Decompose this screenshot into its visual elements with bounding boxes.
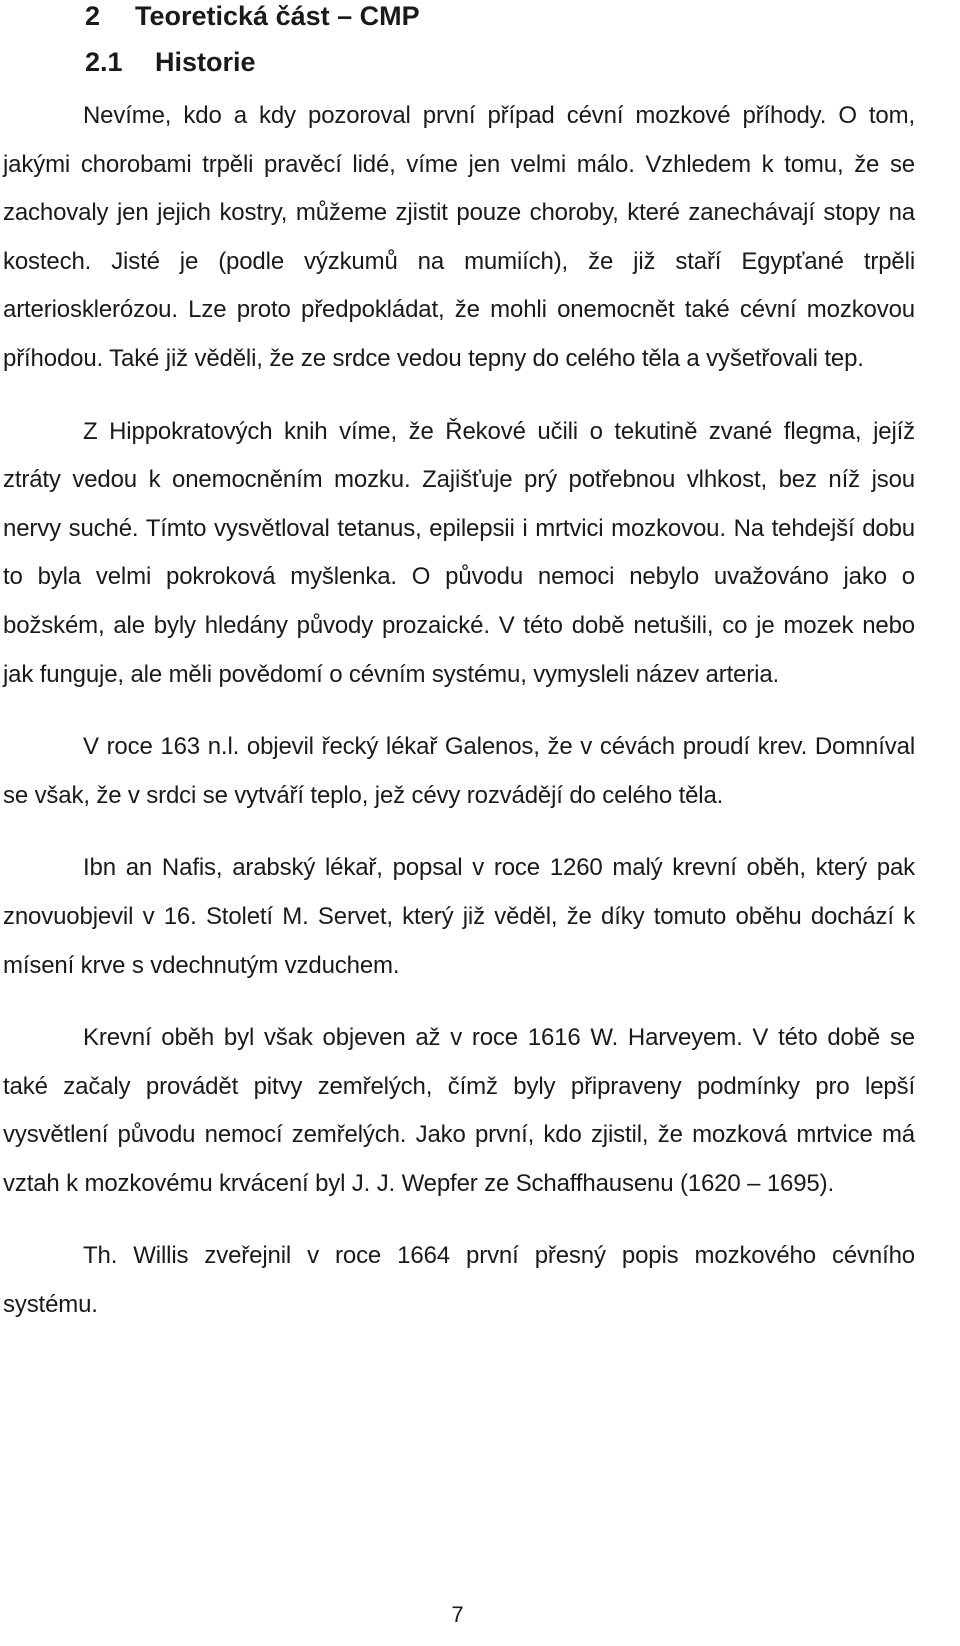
section-title: Historie	[155, 47, 256, 77]
section-number: 2.1	[85, 47, 123, 77]
paragraph-3: V roce 163 n.l. objevil řecký lékař Galenos, že v cévách proudí krev. Domníval se však, že v srdci se vytváří teplo, jež cévy rozvádějí do celého těla.	[3, 733, 915, 809]
chapter-number: 2	[85, 1, 101, 31]
chapter-heading	[3, 0, 915, 40]
section-heading	[3, 40, 915, 92]
paragraph-4: Ibn an Nafis, arabský lékař, popsal v roce 1260 malý krevní oběh, který pak znovuobjevil v 16. Století M. Servet, který již věděl, že díky tomuto oběhu dochází k mísení krve s vdechnutým vzduchem.	[3, 854, 915, 979]
chapter-title: Teoretická část – CMP	[135, 1, 420, 31]
paragraph-2: Z Hippokratových knih víme, že Řekové učili o tekutině zvané flegma, jejíž ztráty vedou k onemocněním mozku. Zajišťuje prý potřebnou vlhkost, bez níž jsou nervy suché. Tímto vysvětloval tetanus, epilepsii i mrtvici mozkovou. Na tehdejší dobu to byla velmi pokroková myšlenka. O původu nemoci nebylo uvažováno jako o božském, ale byly hledány původy prozaické. V této době netušili, co je mozek nebo jak funguje, ale měli povědomí o cévním systému, vymysleli název arteria.	[3, 417, 915, 688]
paragraph-5: Krevní oběh byl však objeven až v roce 1616 W. Harveyem. V této době se také začaly provádět pitvy zemřelých, čímž byly připraveny podmínky pro lepší vysvětlení původu nemocí zemřelých. Jako první, kdo zjistil, že mozková mrtvice má vztah k mozkovému krvácení byl J. J. Wepfer ze Schaffhausenu (1620 – 1695).	[3, 1024, 915, 1197]
paragraph-6: Th. Willis zveřejnil v roce 1664 první přesný popis mozkového cévního systému.	[3, 1242, 915, 1319]
document-page	[3, 0, 915, 1330]
page-number: 7	[451, 1602, 464, 1627]
paragraph-1: Nevíme, kdo a kdy pozoroval první případ cévní mozkové příhody. O tom, jakými chorobami trpěli pravěcí lidé, víme jen velmi málo. Vzhledem k tomu, že se zachovaly jen jejich kostry, můžeme zjistit pouze choroby, které zanechávají stopy na kostech. Jisté je (podle výzkumů na mumiích), že již staří Egypťané trpěli arteriosklerózou. Lze proto předpokládat, že mohli onemocnět také cévní mozkovou příhodou. Také již věděli, že ze srdce vedou tepny do celého těla a vyšetřovali tep.	[3, 102, 915, 372]
